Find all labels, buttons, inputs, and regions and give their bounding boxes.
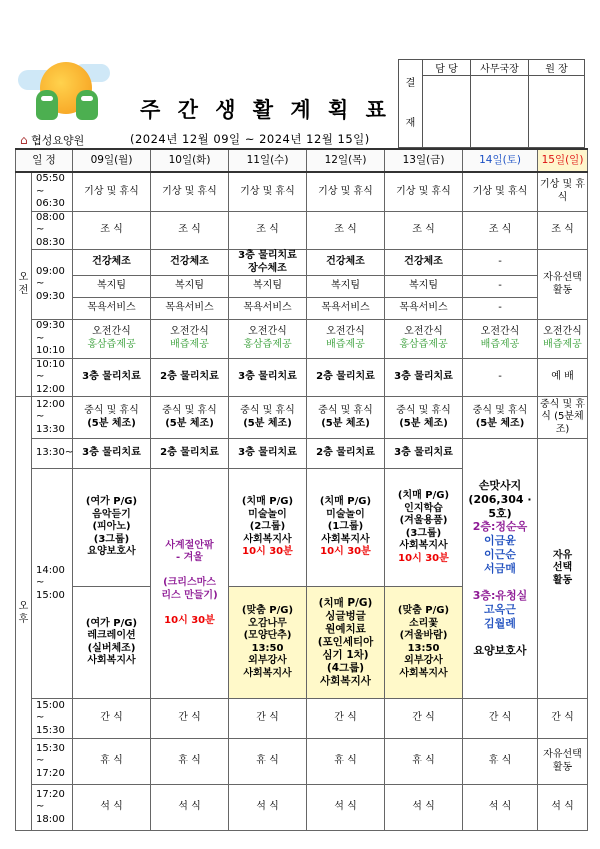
schedule-cell: 중식 및 휴식 (5분체조) [538, 397, 588, 439]
time-cell: 09:30 ~ 10:10 [32, 320, 73, 359]
day-header: 14일(토) [463, 149, 538, 172]
schedule-cell: 오전간식 홍삼즙제공 [385, 320, 463, 359]
schedule-cell: 목욕서비스 [151, 298, 229, 320]
schedule-cell: 사계절안팎 - 겨울 (크리스마스 리스 만들기) 10시 30분 [151, 469, 229, 699]
schedule-cell: 자유선택 활동 [538, 739, 588, 785]
schedule-cell: (치매 P/G) 미술놀이 (1그룹) 사회복지사 10시 30분 [307, 469, 385, 587]
schedule-cell: 자유선택 활동 [538, 250, 588, 320]
day-header: 15일(일) [538, 149, 588, 172]
day-header: 13일(금) [385, 149, 463, 172]
schedule-cell: - [463, 298, 538, 320]
schedule-cell: 휴 식 [73, 739, 151, 785]
schedule-cell: 건강체조 [151, 250, 229, 276]
schedule-cell: 복지팀 [151, 276, 229, 298]
table-row [16, 276, 588, 298]
schedule-cell: 조 식 [385, 211, 463, 250]
schedule-cell: (치매 P/G) 미술놀이 (2그룹) 사회복지사 10시 30분 [229, 469, 307, 587]
schedule-cell: 건강체조 [385, 250, 463, 276]
schedule-cell: 목욕서비스 [385, 298, 463, 320]
logo-illustration [18, 62, 112, 130]
schedule-cell: 조 식 [151, 211, 229, 250]
schedule-cell: (여가 P/G) 음악듣기 (피아노) (3그룹) 요양보호사 [73, 469, 151, 587]
schedule-cell: 기상 및 휴식 [73, 172, 151, 211]
schedule-cell: 간 식 [151, 699, 229, 739]
schedule-cell: 복지팀 [385, 276, 463, 298]
schedule-cell: 건강체조 [307, 250, 385, 276]
schedule-cell: 석 식 [538, 785, 588, 831]
approval-sign-box[interactable] [529, 76, 585, 148]
schedule-cell: 중식 및 휴식 (5분 체조) [229, 397, 307, 439]
schedule-cell: 조 식 [307, 211, 385, 250]
schedule-cell: 조 식 [463, 211, 538, 250]
schedule-cell: 목욕서비스 [73, 298, 151, 320]
column-label: 일 정 [16, 149, 73, 172]
schedule-cell-sat-program: 손맛사지 (206,304 · 5호) 2층:정순옥 이금윤 이근순 서금매 3층:유청실 고옥근 김월례 요양보호사 [463, 439, 538, 699]
schedule-cell: 자유 선택 활동 [538, 439, 588, 699]
table-row [16, 358, 588, 397]
dragon-mascot-icon [76, 90, 98, 120]
time-cell: 05:50 ~ 06:30 [32, 172, 73, 211]
schedule-cell: 기상 및 휴식 [463, 172, 538, 211]
schedule-cell: 휴 식 [307, 739, 385, 785]
schedule-cell: 기상 및 휴식 [229, 172, 307, 211]
schedule-cell: 휴 식 [463, 739, 538, 785]
schedule-cell: 3층 물리치료 [73, 439, 151, 469]
schedule-cell: 복지팀 [229, 276, 307, 298]
approval-label: 결 재 [399, 60, 423, 148]
time-cell: 15:30 ~ 17:20 [32, 739, 73, 785]
table-row [16, 298, 588, 320]
day-header: 12일(목) [307, 149, 385, 172]
schedule-cell: 조 식 [538, 211, 588, 250]
schedule-cell: 기상 및 휴식 [151, 172, 229, 211]
schedule-cell: 석 식 [73, 785, 151, 831]
schedule-cell: 휴 식 [151, 739, 229, 785]
table-row [16, 250, 588, 276]
schedule-cell: 복지팀 [73, 276, 151, 298]
weekly-schedule-table [15, 148, 588, 831]
table-row [16, 785, 588, 831]
day-header: 11일(수) [229, 149, 307, 172]
schedule-cell: 중식 및 휴식 (5분 체조) [73, 397, 151, 439]
approval-role: 사무국장 [471, 60, 529, 76]
approval-role: 원 장 [529, 60, 585, 76]
schedule-cell: (치매 P/G) 인지학습 (겨울용품) (3그룹) 사회복지사 10시 30분 [385, 469, 463, 587]
time-cell: 13:30~ [32, 439, 73, 469]
schedule-cell: 오전간식 배즙제공 [538, 320, 588, 359]
schedule-cell: (맞춤 P/G) 소리꽃 (겨울바람) 13:50 외부강사 사회복지사 [385, 587, 463, 699]
schedule-cell: 중식 및 휴식 (5분 체조) [385, 397, 463, 439]
table-row [16, 172, 588, 211]
schedule-cell: 휴 식 [385, 739, 463, 785]
schedule-cell: (치매 P/G) 싱글벙글 원예치료 (포인세티아 심기 1차) (4그룹) 사회복지사 [307, 587, 385, 699]
schedule-cell: 2층 물리치료 [151, 439, 229, 469]
schedule-cell: 간 식 [538, 699, 588, 739]
schedule-cell: 3층 물리치료 [73, 358, 151, 397]
table-row [16, 739, 588, 785]
approval-role: 담 당 [423, 60, 471, 76]
schedule-cell: 2층 물리치료 [307, 439, 385, 469]
approval-sign-box[interactable] [471, 76, 529, 148]
schedule-cell: 오전간식 홍삼즙제공 [73, 320, 151, 359]
schedule-cell: 오전간식 홍삼즙제공 [229, 320, 307, 359]
schedule-cell: 건강체조 [73, 250, 151, 276]
schedule-cell: - [463, 358, 538, 397]
schedule-cell: 간 식 [307, 699, 385, 739]
schedule-cell: 조 식 [229, 211, 307, 250]
time-cell: 08:00 ~ 08:30 [32, 211, 73, 250]
schedule-cell: 기상 및 휴식 [538, 172, 588, 211]
time-cell: 14:00 ~ 15:00 [32, 469, 73, 699]
schedule-cell: 2층 물리치료 [307, 358, 385, 397]
schedule-cell: 중식 및 휴식 (5분 체조) [307, 397, 385, 439]
header-row [16, 149, 588, 172]
schedule-cell: 간 식 [463, 699, 538, 739]
approval-box [398, 59, 585, 148]
schedule-cell: 간 식 [229, 699, 307, 739]
dragon-mascot-icon [36, 90, 58, 120]
schedule-cell: 오전간식 배즙제공 [151, 320, 229, 359]
schedule-cell: 목욕서비스 [229, 298, 307, 320]
schedule-cell: 중식 및 휴식 (5분 체조) [463, 397, 538, 439]
table-row [16, 439, 588, 469]
schedule-cell: 오전간식 배즙제공 [307, 320, 385, 359]
schedule-cell: 3층 물리치료 [229, 439, 307, 469]
day-header: 10일(화) [151, 149, 229, 172]
table-row [16, 699, 588, 739]
time-cell: 10:10 ~ 12:00 [32, 358, 73, 397]
schedule-cell: 휴 식 [229, 739, 307, 785]
table-row [16, 397, 588, 439]
org-label: 협성요양원 [31, 134, 85, 147]
day-header: 09일(월) [73, 149, 151, 172]
schedule-cell: 석 식 [151, 785, 229, 831]
schedule-period: (2024년 12월 09일 ~ 2024년 12월 15일) [130, 132, 370, 146]
schedule-cell: 기상 및 휴식 [385, 172, 463, 211]
schedule-cell: 3층 물리치료 [385, 358, 463, 397]
schedule-cell: 복지팀 [307, 276, 385, 298]
schedule-cell: 조 식 [73, 211, 151, 250]
schedule-cell: - [463, 276, 538, 298]
schedule-cell: 2층 물리치료 [151, 358, 229, 397]
schedule-cell: 석 식 [229, 785, 307, 831]
schedule-cell: 목욕서비스 [307, 298, 385, 320]
schedule-cell: 오전간식 배즙제공 [463, 320, 538, 359]
section-label-pm: 오 후 [16, 397, 32, 831]
schedule-cell: 간 식 [73, 699, 151, 739]
time-cell: 09:00 ~ 09:30 [32, 250, 73, 320]
time-cell: 12:00 ~ 13:30 [32, 397, 73, 439]
schedule-cell: - [463, 250, 538, 276]
schedule-cell: 3층 물리치료 [229, 358, 307, 397]
schedule-cell: 중식 및 휴식 (5분 체조) [151, 397, 229, 439]
schedule-cell: 간 식 [385, 699, 463, 739]
schedule-cell: 기상 및 휴식 [307, 172, 385, 211]
page-title: 주 간 생 활 계 획 표 [140, 98, 391, 122]
time-cell: 15:00 ~ 15:30 [32, 699, 73, 739]
approval-sign-box[interactable] [423, 76, 471, 148]
home-icon: ⌂ [20, 133, 28, 147]
schedule-cell: 석 식 [463, 785, 538, 831]
schedule-cell: 석 식 [307, 785, 385, 831]
table-row [16, 211, 588, 250]
time-cell: 17:20 ~ 18:00 [32, 785, 73, 831]
schedule-cell: 예 배 [538, 358, 588, 397]
schedule-cell: 3층 물리치료 [385, 439, 463, 469]
schedule-cell: (맞춤 P/G) 오감나무 (모양단추) 13:50 외부강사 사회복지사 [229, 587, 307, 699]
schedule-cell: 석 식 [385, 785, 463, 831]
section-label: 오 전 [16, 172, 32, 397]
schedule-cell: 3층 물리치료 장수체조 [229, 250, 307, 276]
table-row [16, 320, 588, 359]
schedule-cell: (여가 P/G) 레크레이션 (실버체조) 사회복지사 [73, 587, 151, 699]
organization-name [20, 132, 84, 148]
